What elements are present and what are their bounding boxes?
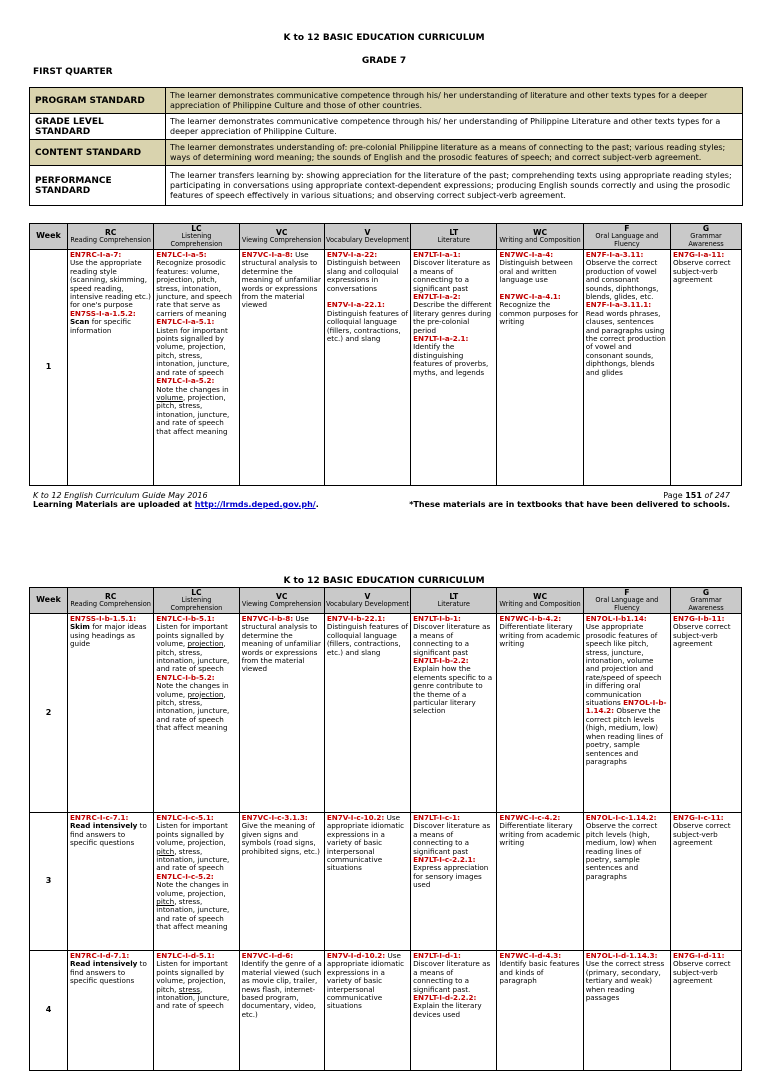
- standard-row: [30, 140, 743, 166]
- cell-lc: EN7LC-I-a-5: Recognize prosodic features: volume, projection, pitch, stress, intonation, juncture, and speech rate that serve as carriers of meaning EN7LC-I-a-5.1: Listen for important points signalled by volume, projection, pitch, stress, intonation, juncture, and rate of speech EN7LC-I-a-5.2: Note the changes in volume, projection, pitch, stress, intonation, juncture, and rate of speech that affect meaning: [154, 250, 239, 486]
- standard-label: CONTENT STANDARD: [30, 140, 166, 166]
- cell-f: EN7OL-I-c-1.14.2: Observe the correct pitch levels (high, medium, low) when reading lines of poetry, sample sentences and paragraphs: [583, 813, 670, 951]
- cell-lt: EN7LT-I-c-1: Discover literature as a means of connecting to a significant past EN7LT-I-c-2.2.1: Express appreciation for sensory images used: [411, 813, 497, 951]
- table-row: [30, 951, 742, 1071]
- cell-wc: EN7WC-I-a-4: Distinguish between oral and written language use EN7WC-I-a-4.1: Recognize the common purposes for writing: [497, 250, 583, 486]
- guide-footer: K to 12 English Curriculum Guide May 2016: [33, 491, 208, 500]
- cell-f: EN7OL-I-d-1.14.3: Use the correct stress (primary, secondary, tertiary and weak) when reading passages: [583, 951, 670, 1071]
- column-header-g: G Grammar Awareness: [671, 224, 742, 250]
- cell-f: EN7OL-I-b1.14: Use appropriate prosodic features of speech like pitch, stress, juncture, intonation, volume and projection and rate/speed of speech in differing oral communication situations EN7OL-I-b-1.14.2: Observe the correct pitch levels (high, medium, low) when reading lines of poetry, sample sentences and paragraphs: [583, 614, 670, 813]
- cell-wc: EN7WC-I-d-4.3: Identify basic features and kinds of paragraph: [497, 951, 583, 1071]
- column-header-rc: RC Reading Comprehension: [68, 588, 154, 614]
- standard-text: The learner demonstrates communicative competence through his/ her understanding of literature and other texts types for a deeper appreciation of Philippine Culture and those of other countries.: [166, 88, 743, 114]
- cell-lc: EN7LC-I-b-5.1: Listen for important points signalled by volume, projection, pitch, stress, intonation, juncture, and rate of speech EN7LC-I-b-5.2: Note the changes in volume, projection, pitch, stress, intonation, juncture, and rate of speech that affect meaning: [154, 614, 239, 813]
- cell-vc: EN7VC-I-d-6: Identify the genre of a material viewed (such as movie clip, trailer, news flash, internet-based program, documentary, video, etc.): [239, 951, 324, 1071]
- week-number: 3: [30, 813, 68, 951]
- standard-text: The learner demonstrates communicative competence through his/ her understanding of Philippine Literature and other texts types for a deeper appreciation of Philippine Culture.: [166, 114, 743, 140]
- cell-v: EN7V-I-a-22: Distinguish between slang and colloquial expressions in conversations EN7V-I-a-22.1: Distinguish features of colloquial language (fillers, contractions, etc.) and slang: [324, 250, 410, 486]
- table-row: [30, 813, 742, 951]
- column-header-v: V Vocabulary Development: [324, 588, 410, 614]
- cell-rc: EN7SS-I-b-1.5.1: Skim for major ideas using headings as guide: [68, 614, 154, 813]
- standard-row: [30, 166, 743, 206]
- cell-g: EN7G-I-b-11: Observe correct subject-verb agreement: [671, 614, 742, 813]
- week-header: Week: [30, 224, 68, 250]
- standards-table: [29, 87, 743, 206]
- cell-vc: EN7VC-I-b-8: Use structural analysis to determine the meaning of unfamiliar words or expressions from the material viewed: [239, 614, 324, 813]
- column-header-row: [30, 224, 742, 250]
- column-header-vc: VC Viewing Comprehension: [239, 588, 324, 614]
- page-title: K to 12 BASIC EDUCATION CURRICULUM: [283, 33, 485, 43]
- column-header-lt: LT Literature: [411, 224, 497, 250]
- week-number: 4: [30, 951, 68, 1071]
- cell-v: EN7V-I-c-10.2: Use appropriate idiomatic expressions in a variety of basic interpersonal communicative situations: [324, 813, 410, 951]
- grade-label: GRADE 7: [361, 56, 407, 66]
- cell-v: EN7V-I-d-10.2: Use appropriate idiomatic expressions in a variety of basic interpersonal communicative situations: [324, 951, 410, 1071]
- column-header-v: V Vocabulary Development: [324, 224, 410, 250]
- table-row: [30, 614, 742, 813]
- cell-lt: EN7LT-I-a-1: Discover literature as a means of connecting to a significant past EN7LT-I-a-2: Describe the different literary genres during the pre-colonial period EN7LT-I-a-2.1: Identify the distinguishing features of proverbs, myths, and legends: [411, 250, 497, 486]
- cell-f: EN7F-I-a-3.11: Observe the correct production of vowel and consonant sounds, diphthongs, blends, glides, etc. EN7F-I-a-3.11.1: Read words phrases, clauses, sentences and paragraphs using the correct production of vowel and consonant sounds, diphthongs, blends and glides: [583, 250, 670, 486]
- column-header-rc: RC Reading Comprehension: [68, 224, 154, 250]
- standard-text: The learner demonstrates understanding of: pre-colonial Philippine literature as a means of connecting to the past; various reading styles; ways of determining word meaning; the sounds of English and the prosodic features of speech; and correct subject-verb agreement.: [166, 140, 743, 166]
- standard-row: [30, 88, 743, 114]
- quarter-label: FIRST QUARTER: [33, 67, 113, 77]
- standard-label: PROGRAM STANDARD: [30, 88, 166, 114]
- curriculum-table-page2: [29, 587, 742, 1071]
- cell-g: EN7G-I-d-11: Observe correct subject-verb agreement: [671, 951, 742, 1071]
- cell-vc: EN7VC-I-c-3.1.3: Give the meaning of given signs and symbols (road signs, prohibited signs, etc.): [239, 813, 324, 951]
- cell-lt: EN7LT-I-d-1: Discover literature as a means of connecting to a significant past. EN7LT-I-d-2.2.2: Explain the literary devices used: [411, 951, 497, 1071]
- cell-wc: EN7WC-I-c-4.2: Differentiate literary writing from academic writing: [497, 813, 583, 951]
- cell-v: EN7V-I-b-22.1: Distinguish features of colloquial language (fillers, contractions, etc.) and slang: [324, 614, 410, 813]
- week-number: 2: [30, 614, 68, 813]
- column-header-wc: WC Writing and Composition: [497, 224, 583, 250]
- column-header-f: F Oral Language and Fluency: [583, 224, 670, 250]
- column-header-g: G Grammar Awareness: [671, 588, 742, 614]
- cell-vc: EN7VC-I-a-8: Use structural analysis to determine the meaning of unfamiliar words or expressions from the material viewed: [239, 250, 324, 486]
- column-header-lt: LT Literature: [411, 588, 497, 614]
- standard-text: The learner transfers learning by: showing appreciation for the literature of the past; comprehending texts using appropriate reading styles; participating in conversations using appropriate context-dependent expressions; producing English sounds correctly and using the prosodic features of speech effectively in various situations; and observing correct subject-verb agreement.: [166, 166, 743, 206]
- cell-lc: EN7LC-I-c-5.1: Listen for important points signalled by volume, projection, pitch, stress, intonation, juncture, and rate of speech EN7LC-I-c-5.2: Note the changes in volume, projection, pitch, stress, intonation, juncture, and rate of speech that affect meaning: [154, 813, 239, 951]
- week-number: 1: [30, 250, 68, 486]
- cell-rc: EN7RC-I-d-7.1: Read intensively to find answers to specific questions: [68, 951, 154, 1071]
- week-header: Week: [30, 588, 68, 614]
- column-header-wc: WC Writing and Composition: [497, 588, 583, 614]
- column-header-lc: LC Listening Comprehension: [154, 588, 239, 614]
- curriculum-table-page1: [29, 223, 742, 486]
- column-header-row: [30, 588, 742, 614]
- cell-wc: EN7WC-I-b-4.2: Differentiate literary writing from academic writing: [497, 614, 583, 813]
- cell-rc: EN7RC-I-c-7.1: Read intensively to find answers to specific questions: [68, 813, 154, 951]
- cell-g: EN7G-I-a-11: Observe correct subject-verb agreement: [671, 250, 742, 486]
- standard-label: PERFORMANCE STANDARD: [30, 166, 166, 206]
- column-header-lc: LC Listening Comprehension: [154, 224, 239, 250]
- standard-label: GRADE LEVEL STANDARD: [30, 114, 166, 140]
- cell-rc: EN7RC-I-a-7: Use the appropriate reading style (scanning, skimming, speed reading, intensive reading etc.) for one's purpose EN7SS-I-a-1.5.2: Scan for specific information: [68, 250, 154, 486]
- lrmds-link[interactable]: http://lrmds.deped.gov.ph/: [194, 500, 316, 509]
- table-row: [30, 250, 742, 486]
- column-header-vc: VC Viewing Comprehension: [239, 224, 324, 250]
- page-title: K to 12 BASIC EDUCATION CURRICULUM: [283, 576, 485, 586]
- standard-row: [30, 114, 743, 140]
- materials-note: *These materials are in textbooks that have been delivered to schools.: [409, 500, 730, 509]
- cell-lc: EN7LC-I-d-5.1: Listen for important points signalled by volume, projection, pitch, stress, intonation, juncture, and rate of speech: [154, 951, 239, 1071]
- materials-footer: Learning Materials are uploaded at http://lrmds.deped.gov.ph/.: [33, 500, 319, 509]
- column-header-f: F Oral Language and Fluency: [583, 588, 670, 614]
- cell-lt: EN7LT-I-b-1: Discover literature as a means of connecting to a significant past EN7LT-I-b-2.2: Explain how the elements specific to a genre contribute to the theme of a particular literary selection: [411, 614, 497, 813]
- cell-g: EN7G-I-c-11: Observe correct subject-verb agreement: [671, 813, 742, 951]
- page-number: Page 151 of 247: [663, 491, 730, 500]
